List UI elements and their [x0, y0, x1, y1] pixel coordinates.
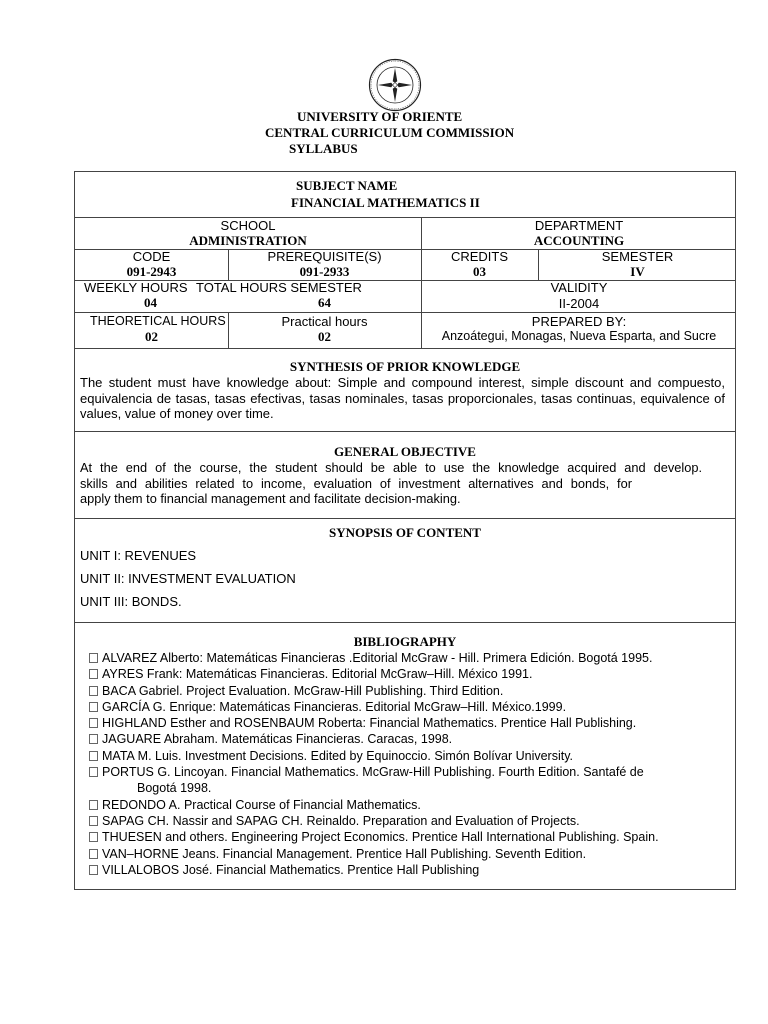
bibliography-item: AYRES Frank: Matemáticas Financieras. Editorial McGraw–Hill. México 1991.: [89, 666, 727, 682]
unit-3: UNIT III: BONDS.: [80, 594, 182, 609]
document-type: SYLLABUS: [289, 141, 358, 156]
hours-cell: [75, 280, 421, 312]
total-hours-label: TOTAL HOURS SEMESTER: [196, 280, 362, 295]
theoretical-hours-value: 02: [145, 329, 158, 344]
school-label: SCHOOL: [220, 218, 276, 233]
total-hours-value: 64: [318, 295, 331, 310]
objective-line-2: skills and abilities related to income, evaluation of investment alternatives and bonds, for: [80, 476, 632, 491]
bullet-icon: [89, 832, 98, 842]
synthesis-section: [74, 348, 736, 432]
practical-hours-value: 02: [318, 329, 331, 344]
prerequisite-value: 091-2933: [299, 264, 350, 279]
bibliography-item-continuation: Bogotá 1998.: [137, 781, 212, 796]
synopsis-section: [74, 518, 736, 623]
department-cell: [421, 217, 737, 249]
bullet-icon: [89, 702, 98, 712]
unit-1: UNIT I: REVENUES: [80, 548, 197, 563]
school-value: ADMINISTRATION: [189, 233, 307, 248]
semester-value: IV: [630, 264, 645, 279]
theoretical-hours-cell: [75, 312, 228, 349]
credits-cell: [421, 249, 538, 280]
bullet-icon: [89, 734, 98, 744]
bibliography-item: VAN–HORNE Jeans. Financial Management. Prentice Hall Publishing. Seventh Edition.: [89, 846, 727, 862]
synthesis-text: The student must have knowledge about: Simple and compound interest, simple discount and compuesto, equivalencia de tasas, tasas efectivas, tasas nominales, tasas proporcionales, tasas continuas, equivalence of values, value of money over time.: [80, 375, 725, 421]
bullet-icon: [89, 653, 98, 663]
bibliography-item: PORTUS G. Lincoyan. Financial Mathematics. McGraw-Hill Publishing. Fourth Edition. Santafé de: [89, 764, 727, 780]
semester-cell: [538, 249, 737, 280]
synthesis-title: SYNTHESIS OF PRIOR KNOWLEDGE: [289, 359, 521, 374]
code-label: CODE: [132, 249, 171, 264]
objective-line-3: apply them to financial management and facilitate decision-making.: [80, 491, 461, 506]
bullet-icon: [89, 849, 98, 859]
school-cell: [75, 217, 421, 249]
general-objective-title: GENERAL OBJECTIVE: [334, 444, 476, 459]
validity-cell: [421, 280, 737, 312]
bullet-icon: [89, 865, 98, 875]
bibliography-item: VILLALOBOS José. Financial Mathematics. Prentice Hall Publishing: [89, 862, 727, 878]
practical-hours-cell: [228, 312, 421, 349]
bibliography-section: [74, 622, 736, 890]
bibliography-item: REDONDO A. Practical Course of Financial Mathematics.: [89, 797, 727, 813]
bullet-icon: [89, 800, 98, 810]
prepared-by-cell: [421, 312, 737, 349]
bibliography-title: BIBLIOGRAPHY: [353, 634, 457, 649]
subject-name: FINANCIAL MATHEMATICS II: [291, 195, 480, 210]
bibliography-item: HIGHLAND Esther and ROSENBAUM Roberta: Financial Mathematics. Prentice Hall Publishing.: [89, 715, 727, 731]
bibliography-item: SAPAG CH. Nassir and SAPAG CH. Reinaldo. Preparation and Evaluation of Projects.: [89, 813, 727, 829]
commission-name: CENTRAL CURRICULUM COMMISSION: [265, 125, 515, 140]
practical-hours-label: Practical hours: [281, 314, 368, 329]
objective-line-1: At the end of the course, the student should be able to use the knowledge acquired and develop.: [80, 460, 702, 475]
credits-value: 03: [473, 264, 486, 279]
validity-label: VALIDITY: [550, 280, 608, 295]
general-objective-section: [74, 431, 736, 519]
bibliography-list: [89, 650, 727, 878]
theoretical-hours-label: THEORETICAL HOURS: [90, 314, 226, 328]
bibliography-item: JAGUARE Abraham. Matemáticas Financieras. Caracas, 1998.: [89, 731, 727, 747]
bibliography-item: ALVAREZ Alberto: Matemáticas Financieras .Editorial McGraw - Hill. Primera Edición. Bogotá 1995.: [89, 650, 727, 666]
university-name: UNIVERSITY OF ORIENTE: [297, 109, 463, 124]
prepared-by-value: Anzoátegui, Monagas, Nueva Esparta, and Sucre: [441, 329, 717, 343]
code-value: 091-2943: [126, 264, 177, 279]
bullet-icon: [89, 751, 98, 761]
weekly-hours-value: 04: [144, 295, 157, 310]
prerequisite-label: PREREQUISITE(S): [267, 249, 382, 264]
bullet-icon: [89, 718, 98, 728]
bullet-icon: [89, 816, 98, 826]
bullet-icon: [89, 686, 98, 696]
bibliography-item: GARCÍA G. Enrique: Matemáticas Financieras. Editorial McGraw–Hill. México.1999.: [89, 699, 727, 715]
weekly-hours-label: WEEKLY HOURS: [84, 280, 188, 295]
bibliography-item: THUESEN and others. Engineering Project Economics. Prentice Hall International Publishing. Spain.: [89, 829, 727, 845]
department-label: DEPARTMENT: [534, 218, 624, 233]
unit-2: UNIT II: INVESTMENT EVALUATION: [80, 571, 296, 586]
bibliography-item: BACA Gabriel. Project Evaluation. McGraw-Hill Publishing. Third Edition.: [89, 683, 727, 699]
subject-name-label: SUBJECT NAME: [296, 178, 398, 193]
validity-value: II-2004: [558, 296, 600, 311]
bullet-icon: [89, 669, 98, 679]
prerequisite-cell: [228, 249, 421, 280]
code-cell: [75, 249, 228, 280]
course-info-table: [74, 171, 736, 349]
semester-label: SEMESTER: [601, 249, 674, 264]
prepared-by-label: PREPARED BY:: [531, 314, 627, 329]
department-value: ACCOUNTING: [533, 233, 625, 248]
credits-label: CREDITS: [450, 249, 509, 264]
synopsis-title: SYNOPSIS OF CONTENT: [329, 525, 481, 540]
bibliography-item: MATA M. Luis. Investment Decisions. Edited by Equinoccio. Simón Bolívar University.: [89, 748, 727, 764]
university-seal-logo: [368, 58, 422, 112]
bullet-icon: [89, 767, 98, 777]
